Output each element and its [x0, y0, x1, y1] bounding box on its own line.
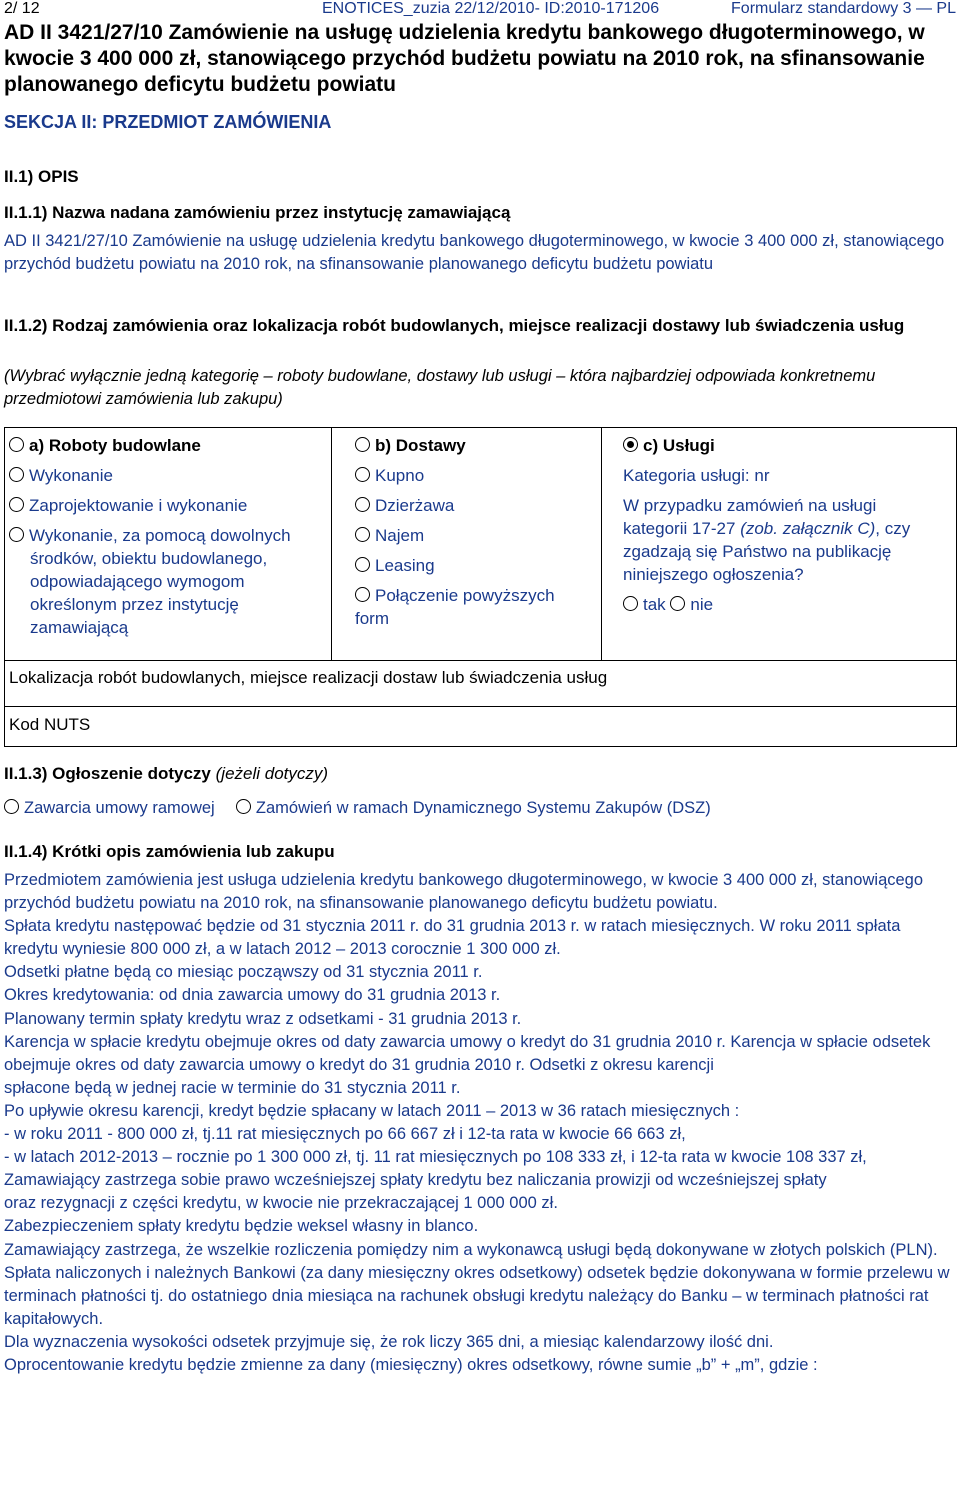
description-line: Planowany termin spłaty kredytu wraz z odsetkami - 31 grudnia 2013 r. — [4, 1009, 522, 1028]
description-line: Zabezpieczeniem spłaty kredytu będzie weksel własny in blanco. — [4, 1217, 479, 1236]
description-line: Karencja w spłacie kredytu obejmuje okres od daty zawarcia umowy o kredyt do 31 grudnia 2010 r. Karencja w spłacie odsetek obejmuje okres od daty zawarcia umowy o kredyt do 31 grudnia 2010 r. Odsetki z okresu karencji — [4, 1032, 931, 1074]
description-line: Przedmiotem zamówienia jest usługa udzielenia kredytu bankowego długoterminowego, w kwocie 3 400 000 zł, stanowiącego przychód budżetu powiatu na 2010 rok, na sfinansowanie planowanego deficytu budżetu powiatu. — [4, 871, 924, 913]
radio-icon[interactable] — [9, 467, 24, 482]
location-label: Lokalizacja robót budowlanych, miejsce realizacji dostaw lub świadczenia usług — [9, 668, 608, 687]
works-column — [9, 434, 331, 646]
divider — [601, 428, 602, 660]
publication-answer — [623, 593, 943, 616]
leasing-option[interactable]: Leasing — [355, 554, 595, 577]
ii11-heading: II.1.1) Nazwa nadana zamówieniu przez instytucję zamawiającą — [4, 203, 511, 222]
ii14-heading: II.1.4) Krótki opis zamówienia lub zakupu — [4, 842, 335, 861]
ii12-heading: II.1.2) Rodzaj zamówienia oraz lokalizacja robót budowlanych, miejsce realizacji dostawy lub świadczenia usług — [4, 316, 905, 335]
services-column — [623, 434, 943, 623]
yes-label: tak — [643, 595, 666, 614]
dynamic-purchasing-option[interactable]: Zamówień w ramach Dynamicznego Systemu Zakupów (DSZ) — [255, 799, 711, 817]
radio-icon[interactable] — [355, 587, 370, 602]
rental-option[interactable]: Najem — [355, 524, 595, 547]
description-line: - w roku 2011 - 800 000 zł, tj.11 rat miesięcznych po 66 667 zł i 12-ta rata w kwocie 66 663 zł, — [4, 1125, 686, 1144]
description-line: oraz rezygnacji z części kredytu, w kwocie nie przekraczającej 1 000 000 zł. — [4, 1194, 558, 1213]
page-number: 2/ 12 — [4, 0, 40, 17]
ii13-options — [4, 797, 954, 820]
document-title: AD II 3421/27/10 Zamówienie na usługę udzielenia kredytu bankowego długoterminowego, w kwocie 3 400 000 zł, stanowiącego przychód budżetu powiatu na 2010 rok, na sfinansowanie planowanego deficytu budżetu powiatu — [4, 21, 925, 96]
radio-icon[interactable] — [355, 557, 370, 572]
description-line: Dla wyznaczenia wysokości odsetek przyjmuje się, że rok liczy 365 dni, a miesiąc kalendarzowy ilość dni. — [4, 1332, 774, 1351]
radio-icon[interactable] — [355, 437, 370, 452]
lease-option[interactable]: Dzierżawa — [355, 494, 595, 517]
radio-icon[interactable] — [9, 527, 24, 542]
description-line: Odsetki płatne będą co miesiąc począwszy od 31 stycznia 2011 r. — [4, 963, 483, 982]
ii14-description — [4, 869, 954, 1377]
divider — [5, 706, 956, 707]
works-execution-option[interactable]: Wykonanie — [9, 464, 331, 487]
description-line: Spłata kredytu następować będzie od 31 stycznia 2011 r. do 31 grudnia 2013 r. w ratach miesięcznych. W roku 2011 spłata kredytu wyniesie 800 000 zł, a w latach 2012 – 2013 corocznie 1 300 000 zł. — [4, 917, 901, 959]
divider — [5, 660, 956, 661]
works-any-means-option[interactable]: Wykonanie, za pomocą dowolnych środków, obiektu budowlanego, odpowiadającego wymogom określonym przez instytucję zamawiającą — [9, 524, 331, 639]
notice-id: ENOTICES_zuzia 22/12/2010- ID:2010-171206 — [322, 0, 660, 17]
description-line: Po upływie okresu karencji, kredyt będzie spłacany w latach 2011 – 2013 w 36 ratach miesięcznych : — [4, 1101, 740, 1120]
category-box — [4, 427, 957, 747]
service-category: Kategoria usługi: nr — [623, 466, 770, 485]
ii13-heading: II.1.3) Ogłoszenie dotyczy (jeżeli dotyczy) — [4, 764, 329, 783]
purchase-option[interactable]: Kupno — [355, 464, 595, 487]
framework-agreement-option[interactable]: Zawarcia umowy ramowej — [24, 799, 215, 817]
supplies-option[interactable]: b) Dostawy — [355, 434, 595, 457]
radio-checked-icon[interactable] — [623, 437, 638, 452]
opis-heading: II.1) OPIS — [4, 167, 79, 186]
radio-icon[interactable] — [9, 497, 24, 512]
description-line: Zamawiający zastrzega sobie prawo wcześniejszej spłaty kredytu bez naliczania prowizji od wcześniejszej spłaty — [4, 1171, 827, 1190]
services-option[interactable]: c) Usługi — [623, 434, 943, 457]
radio-icon[interactable] — [355, 527, 370, 542]
description-line: Zamawiający zastrzega, że wszelkie rozliczenia pomiędzy nim a wykonawcą usługi będą dokonywane w złotych polskich (PLN). — [4, 1240, 938, 1259]
radio-icon[interactable] — [623, 596, 638, 611]
works-design-option[interactable]: Zaprojektowanie i wykonanie — [9, 494, 331, 517]
radio-icon[interactable] — [355, 467, 370, 482]
works-option[interactable]: a) Roboty budowlane — [9, 434, 331, 457]
ii11-text: AD II 3421/27/10 Zamówienie na usługę udzielenia kredytu bankowego długoterminowego, w kwocie 3 400 000 zł, stanowiącego przychód budżetu powiatu na 2010 rok, na sfinansowanie planowanego deficytu budżetu powiatu — [4, 232, 945, 273]
radio-icon[interactable] — [355, 497, 370, 512]
section-heading: SEKCJA II: PRZEDMIOT ZAMÓWIENIA — [4, 112, 332, 132]
description-line: Spłata naliczonych i należnych Bankowi (za dany miesięczny okres odsetkowy) odsetek będzie dokonywana w formie przelewu w terminach płatności tj. do ostatniego dnia miesiąca na rachunek obsługi kredytu należący do Banku – w terminach płatności rat kapitałowych. — [4, 1263, 950, 1328]
combination-option[interactable]: Połączenie powyższych form — [355, 586, 555, 628]
radio-icon[interactable] — [4, 799, 19, 814]
radio-icon[interactable] — [670, 596, 685, 611]
no-label: nie — [690, 595, 714, 614]
radio-icon[interactable] — [236, 799, 251, 814]
description-line: spłacone będą w jednej racie w terminie do 31 stycznia 2011 r. — [4, 1078, 461, 1097]
radio-icon[interactable] — [9, 437, 24, 452]
publication-question: W przypadku zamówień na usługi kategorii 17-27 (zob. załącznik C), czy zgadzają się Państwo na publikację niniejszego ogłoszenia? — [623, 496, 911, 584]
description-line: - w latach 2012-2013 – rocznie po 1 300 000 zł, tj. 11 rat miesięcznych po 108 333 zł, i 12-ta rata w kwocie 108 337 zł, — [4, 1148, 867, 1167]
supplies-column — [355, 434, 595, 637]
form-type: Formularz standardowy 3 — PL — [731, 0, 956, 17]
description-line: Oprocentowanie kredytu będzie zmienne za dany (miesięczny) okres odsetkowy, równe sumie „b” + „m”, gdzie : — [4, 1355, 818, 1374]
page-header — [4, 0, 956, 20]
divider — [331, 428, 332, 660]
description-line: Okres kredytowania: od dnia zawarcia umowy do 31 grudnia 2013 r. — [4, 986, 501, 1005]
ii12-note: (Wybrać wyłącznie jedną kategorię – roboty budowlane, dostawy lub usługi – która najbardziej odpowiada konkretnemu przedmiotowi zamówienia lub zakupu) — [4, 367, 876, 408]
nuts-code-label: Kod NUTS — [9, 715, 91, 734]
